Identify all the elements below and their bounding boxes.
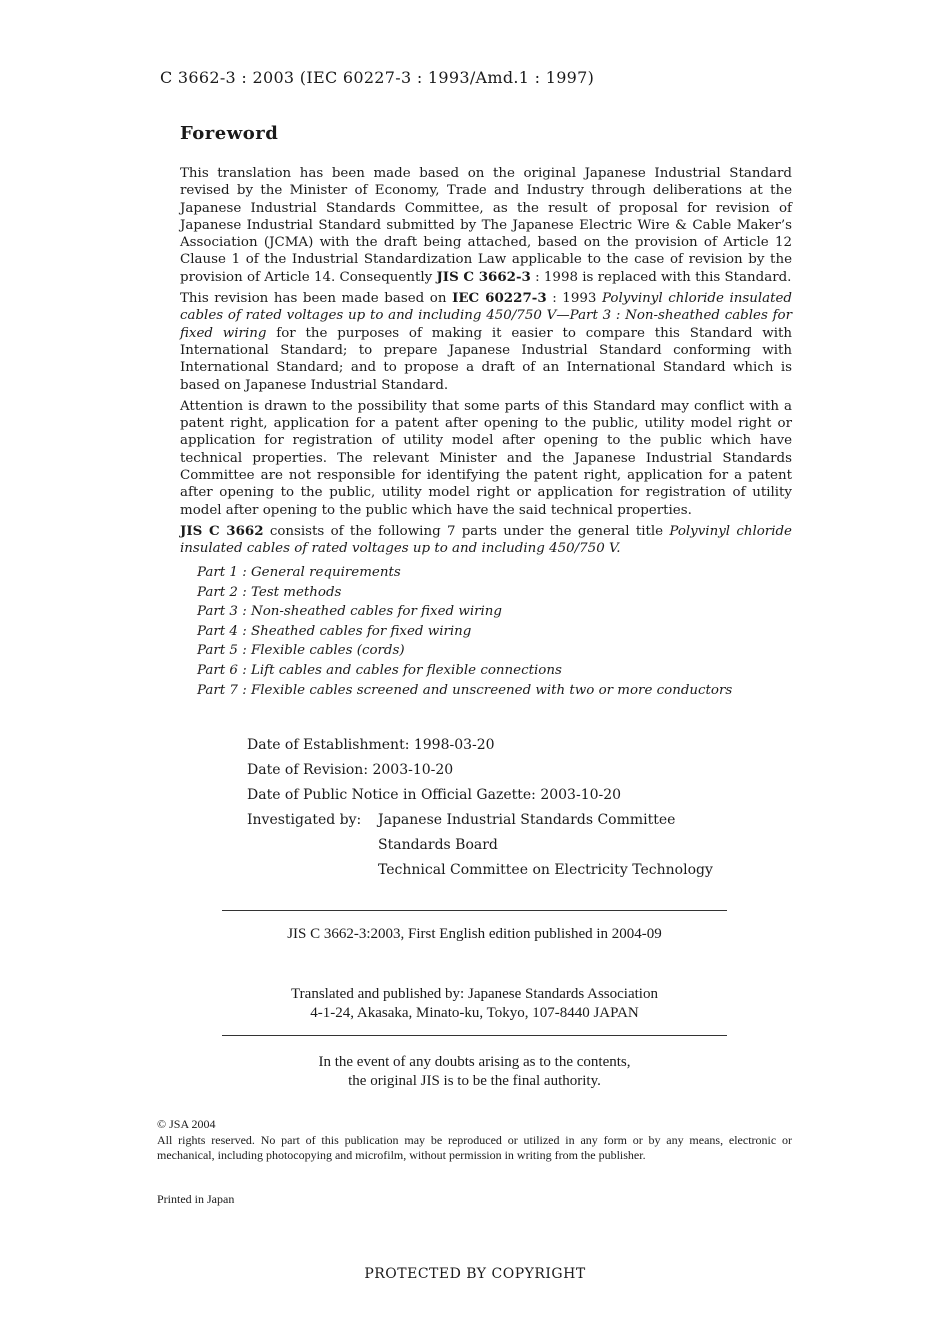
list-item: Part 4 : Sheathed cables for fixed wiring [197,623,472,639]
printed-in: Printed in Japan [157,1192,235,1206]
iec-reference: IEC 60227-3 [452,290,547,307]
investigated-by [247,808,713,833]
copyright-owner: © JSA 2004 [157,1117,216,1131]
foreword-paragraph-1: This translation has been made based on the original Japanese Industrial Standard revised by the Minister of Economy, Trade and Industry through deliberations at the Japanese Industrial Standards Committee, as the result of proposal for revision of Japanese Industrial Standard submitted by The Japanese Electric Wire & Cable Maker’s Association (JCMA) with the draft being attached, based on the provision of Article 12 Clause 1 of the Industrial Standardization Law applicable to the case of revision by the provision of Article 14. Consequently JIS C 3662-3 : 1998 is replaced with this Standard. [180,166,792,285]
investigator: Technical Committee on Electricity Technology [378,862,713,878]
copyright-notice [157,1117,792,1164]
list-item: Part 6 : Lift cables and cables for flexible connections [197,662,562,678]
date-of-revision: Date of Revision: 2003-10-20 [247,762,454,778]
iec-title: Polyvinyl chloride insulated cables of rated voltages up to and including 450/750 V—Part 3 : Non-sheathed cables for fixed wiring [180,291,792,341]
copyright-rights: All rights reserved. No part of this publication may be reproduced or utilized in any form or by any means, electronic or mechanical, including photocopying and microfilm, without permission in writing from the publisher. [157,1132,792,1162]
series-title: Polyvinyl chloride insulated cables of rated voltages up to and including 450/750 V. [180,523,792,557]
jis-reference: JIS C 3662-3 [436,268,531,285]
list-item: Part 5 : Flexible cables (cords) [197,643,405,659]
divider [222,910,727,911]
foreword-paragraph-2: This revision has been made based on IEC 60227-3 : 1993 Polyvinyl chloride insulated cables of rated voltages up to and including 450/750 V—Part 3 : Non-sheathed cables for fixed wiring for the purposes of making it easier to compare this Standard with International Standard; to prepare Japanese Industrial Standard conforming with International Standard; and to propose a draft of an International Standard which is based on Japanese Industrial Standard. [180,290,792,393]
dates-block [247,733,713,883]
list-item: Part 3 : Non-sheathed cables for fixed wiring [197,604,502,620]
foreword-paragraph-3: Attention is drawn to the possibility that some parts of this Standard may conflict with a patent right, application for a patent after opening to the public, utility model right or application for registration of utility model after opening to the public which have technical properties. The relevant Minister and the Japanese Industrial Standards Committee are not responsible for identifying the patent right, application for a patent after opening to the public, utility model right or application for registration of utility model after opening to the public which have the said technical properties. [180,398,792,518]
investigator: Standards Board [378,837,498,853]
foreword-body [180,165,792,562]
document-header: C 3662-3 : 2003 (IEC 60227-3 : 1993/Amd.1 : 1997) [160,68,595,87]
protected-footer: PROTECTED BY COPYRIGHT [364,1266,586,1282]
authority-note-line-1: In the event of any doubts arising as to the contents, [318,1054,631,1070]
list-item: Part 7 : Flexible cables screened and unscreened with two or more conductors [197,682,733,698]
publisher-line-1: Translated and published by: Japanese Standards Association [291,986,658,1002]
investigator: Japanese Industrial Standards Committee [378,812,676,828]
foreword-paragraph-4: JIS C 3662 consists of the following 7 parts under the general title Polyvinyl chloride insulated cables of rated voltages up to and including 450/750 V. [180,522,792,557]
publisher-address: 4-1-24, Akasaka, Minato-ku, Tokyo, 107-8440 JAPAN [310,1005,639,1021]
date-of-public-notice: Date of Public Notice in Official Gazette: 2003-10-20 [247,787,622,803]
date-of-establishment: Date of Establishment: 1998-03-20 [247,737,495,753]
investigated-by-label: Investigated by: [247,812,362,828]
jis-series-reference: JIS C 3662 [180,522,264,539]
list-item: Part 2 : Test methods [197,584,342,600]
parts-list [197,563,732,700]
foreword-title: Foreword [180,123,279,144]
divider [222,1035,727,1036]
list-item: Part 1 : General requirements [197,565,401,580]
authority-note-line-2: the original JIS is to be the final authority. [348,1073,601,1089]
edition-note: JIS C 3662-3:2003, First English edition published in 2004-09 [287,926,662,942]
